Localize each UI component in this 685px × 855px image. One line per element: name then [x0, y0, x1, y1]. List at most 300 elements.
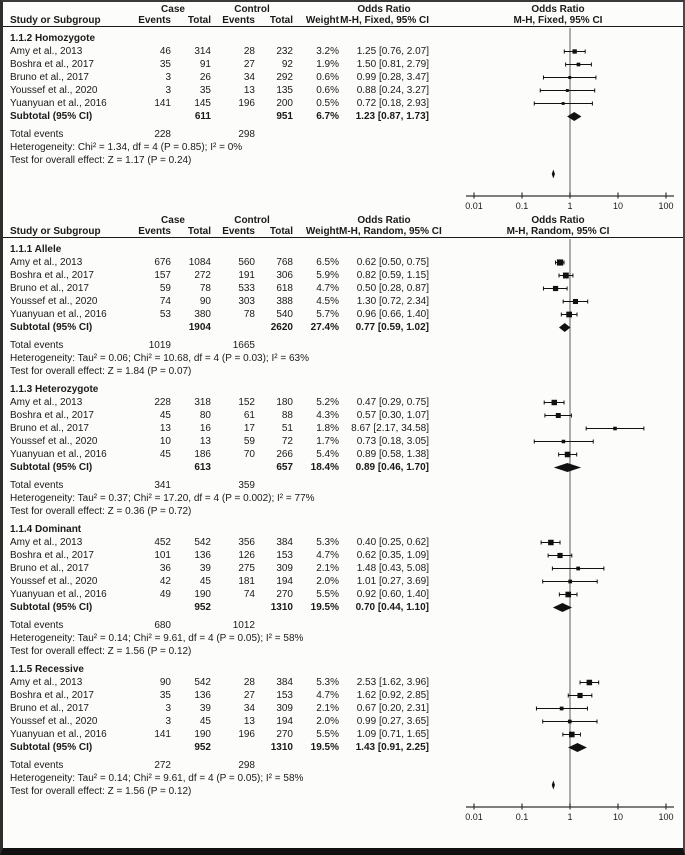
- subtotal-weight: 18.4%: [310, 462, 339, 473]
- control-total-value: 270: [276, 729, 293, 740]
- weight-value: 1.8%: [316, 423, 339, 434]
- case-events-value: 3: [165, 85, 171, 96]
- subtotal-spacer: [135, 321, 171, 334]
- case-events-value: 45: [159, 410, 171, 421]
- subtotal-spacer: [135, 461, 171, 474]
- case-events-value: 141: [154, 729, 171, 740]
- overall-effect-row: Test for overall effect: Z = 1.84 (P = 0.07): [10, 366, 192, 377]
- weight-value: 2.0%: [316, 576, 339, 587]
- te-spacer: [171, 128, 211, 141]
- effect-estimate-label: M-H, Random, 95% CI: [339, 226, 442, 237]
- study-name: Bruno et al., 2017: [10, 283, 89, 294]
- subtotal-control-total: 657: [276, 462, 293, 473]
- study-row: [3, 728, 683, 741]
- subtotal-weight: 19.5%: [310, 742, 339, 753]
- case-events-label: Events: [138, 226, 171, 237]
- axis-gap: [3, 167, 683, 187]
- case-events-label: Events: [138, 15, 171, 26]
- weight-value: 4.7%: [316, 550, 339, 561]
- study-name: Amy et al., 2013: [10, 46, 83, 57]
- fixed-effect-panel: [3, 2, 683, 213]
- case-total-value: 35: [199, 85, 211, 96]
- control-total-value: 384: [276, 677, 293, 688]
- control-events-value: 13: [243, 716, 255, 727]
- case-events-value: 42: [159, 576, 171, 587]
- subgroup-title-text: 1.1.2 Homozygote: [10, 33, 96, 44]
- study-name: Bruno et al., 2017: [10, 563, 89, 574]
- subtotal-label: Subtotal (95% CI): [10, 742, 93, 753]
- case-events-value: 676: [154, 257, 171, 268]
- control-events-value: 560: [238, 257, 255, 268]
- control-total-value: 180: [276, 397, 293, 408]
- subtotal-case-total: 611: [194, 111, 211, 122]
- control-group-label: Control: [234, 4, 270, 15]
- case-total-value: 39: [199, 563, 211, 574]
- total-events-case: 1019: [148, 340, 171, 351]
- subgroup-section: [3, 663, 683, 798]
- case-total-value: 90: [199, 296, 211, 307]
- control-total-value: 309: [276, 703, 293, 714]
- study-row: [3, 448, 683, 461]
- ci-text-value: 0.82 [0.59, 1.15]: [356, 270, 429, 281]
- control-events-value: 59: [243, 436, 255, 447]
- axis-area: [3, 187, 683, 213]
- total-events-label: Total events: [10, 480, 64, 491]
- weight-value: 4.7%: [316, 690, 339, 701]
- study-column-label: Study or Subgroup: [10, 226, 101, 237]
- heterogeneity-row: Heterogeneity: Tau² = 0.06; Chi² = 10.68, df = 4 (P = 0.03); I² = 63%: [10, 353, 309, 364]
- total-events-case: 341: [154, 480, 171, 491]
- te-spacer: [171, 759, 211, 772]
- subtotal-case-total: 1904: [188, 322, 211, 333]
- case-events-value: 13: [159, 423, 171, 434]
- case-events-value: 36: [159, 563, 171, 574]
- study-name: Yuanyuan et al., 2016: [10, 98, 107, 109]
- subgroup-title: [3, 243, 683, 256]
- subtotal-weight: 6.7%: [316, 111, 339, 122]
- weight-value: 5.3%: [316, 677, 339, 688]
- subgroup-title: [3, 663, 683, 676]
- axis-tick-label: 0.01: [465, 201, 483, 211]
- study-column-label: Study or Subgroup: [10, 15, 101, 26]
- axis-area: [3, 798, 683, 824]
- ci-text-value: 0.62 [0.35, 1.09]: [356, 550, 429, 561]
- case-total-value: 13: [199, 436, 211, 447]
- case-total-value: 136: [194, 550, 211, 561]
- study-name: Yuanyuan et al., 2016: [10, 309, 107, 320]
- weight-value: 5.7%: [316, 309, 339, 320]
- study-row: [3, 549, 683, 562]
- subtotal-case-total: 613: [194, 462, 211, 473]
- study-row: [3, 71, 683, 84]
- study-name: Bruno et al., 2017: [10, 72, 89, 83]
- control-events-value: 78: [243, 309, 255, 320]
- case-events-value: 452: [154, 537, 171, 548]
- subgroup-title: [3, 383, 683, 396]
- control-events-label: Events: [222, 15, 255, 26]
- total-events-row: [3, 759, 683, 772]
- case-events-value: 46: [159, 46, 171, 57]
- study-row: [3, 562, 683, 575]
- subtotal-label: Subtotal (95% CI): [10, 322, 93, 333]
- case-events-value: 3: [165, 703, 171, 714]
- subtotal-ci-text: 1.43 [0.91, 2.25]: [355, 742, 429, 753]
- control-events-value: 152: [238, 397, 255, 408]
- control-total-value: 266: [276, 449, 293, 460]
- study-row: [3, 536, 683, 549]
- study-name: Yuanyuan et al., 2016: [10, 729, 107, 740]
- subtotal-spacer: [211, 741, 255, 754]
- study-row: [3, 396, 683, 409]
- study-row: [3, 97, 683, 110]
- subtotal-weight: 19.5%: [310, 602, 339, 613]
- weight-value: 5.3%: [316, 537, 339, 548]
- control-events-label: Events: [222, 226, 255, 237]
- total-events-row: [3, 619, 683, 632]
- study-name: Youssef et al., 2020: [10, 85, 98, 96]
- ci-text-value: 0.72 [0.18, 2.93]: [356, 98, 429, 109]
- study-name: Yuanyuan et al., 2016: [10, 449, 107, 460]
- subtotal-label: Subtotal (95% CI): [10, 462, 93, 473]
- case-total-value: 314: [194, 46, 211, 57]
- case-total-value: 80: [199, 410, 211, 421]
- study-name: Amy et al., 2013: [10, 257, 83, 268]
- weight-value: 3.2%: [316, 46, 339, 57]
- subtotal-row: [3, 321, 683, 334]
- case-total-value: 272: [194, 270, 211, 281]
- case-total-value: 45: [199, 576, 211, 587]
- ci-text-value: 1.25 [0.76, 2.07]: [356, 46, 429, 57]
- control-total-label: Total: [269, 15, 293, 26]
- total-events-control: 1665: [232, 340, 255, 351]
- weight-value: 0.6%: [316, 85, 339, 96]
- subgroup-title-text: 1.1.5 Recessive: [10, 664, 84, 675]
- control-events-value: 126: [238, 550, 255, 561]
- study-name: Youssef et al., 2020: [10, 436, 98, 447]
- case-events-value: 10: [159, 436, 171, 447]
- weight-value: 1.9%: [316, 59, 339, 70]
- total-events-label: Total events: [10, 340, 64, 351]
- study-row: [3, 409, 683, 422]
- ci-text-value: 1.48 [0.43, 5.08]: [356, 563, 429, 574]
- weight-value: 5.5%: [316, 589, 339, 600]
- heterogeneity-row: Heterogeneity: Tau² = 0.14; Chi² = 9.61, df = 4 (P = 0.05); I² = 58%: [10, 773, 304, 784]
- control-events-value: 27: [243, 59, 255, 70]
- effect-estimate-plot-label: M-H, Random, 95% CI: [506, 226, 610, 237]
- study-name: Youssef et al., 2020: [10, 296, 98, 307]
- subtotal-ci-text: 0.77 [0.59, 1.02]: [355, 322, 429, 333]
- case-events-value: 35: [159, 690, 171, 701]
- case-total-value: 318: [194, 397, 211, 408]
- ci-text-value: 0.47 [0.29, 0.75]: [356, 397, 429, 408]
- control-events-value: 17: [243, 423, 255, 434]
- case-events-value: 59: [159, 283, 171, 294]
- study-row: [3, 689, 683, 702]
- weight-value: 2.0%: [316, 716, 339, 727]
- subtotal-row: [3, 741, 683, 754]
- control-events-value: 196: [238, 729, 255, 740]
- header-column-row: [3, 15, 683, 26]
- case-events-value: 45: [159, 449, 171, 460]
- subtotal-spacer: [211, 110, 255, 123]
- case-group-label: Case: [161, 4, 185, 15]
- ci-text-value: 0.99 [0.27, 3.65]: [356, 716, 429, 727]
- effect-estimate-plot-label: M-H, Fixed, 95% CI: [513, 15, 603, 26]
- study-row: [3, 575, 683, 588]
- case-total-value: 1084: [188, 257, 211, 268]
- subtotal-spacer: [211, 461, 255, 474]
- case-total-value: 91: [199, 59, 211, 70]
- table-header: [3, 2, 683, 27]
- study-row: [3, 588, 683, 601]
- ci-text-value: 0.96 [0.66, 1.40]: [356, 309, 429, 320]
- subtotal-label: Subtotal (95% CI): [10, 602, 93, 613]
- case-total-value: 26: [199, 72, 211, 83]
- case-group-label: Case: [161, 215, 185, 226]
- control-events-value: 13: [243, 85, 255, 96]
- total-events-control: 1012: [232, 620, 255, 631]
- control-events-value: 356: [238, 537, 255, 548]
- control-total-value: 194: [276, 716, 293, 727]
- weight-value: 5.4%: [316, 449, 339, 460]
- ci-text-value: 0.99 [0.28, 3.47]: [356, 72, 429, 83]
- control-total-value: 384: [276, 537, 293, 548]
- weight-value: 0.5%: [316, 98, 339, 109]
- subtotal-spacer: [135, 741, 171, 754]
- header-group-row: [3, 215, 683, 226]
- study-row: [3, 269, 683, 282]
- te-spacer: [171, 479, 211, 492]
- study-row: [3, 45, 683, 58]
- control-group-label: Control: [234, 215, 270, 226]
- study-name: Boshra et al., 2017: [10, 690, 94, 701]
- case-events-value: 35: [159, 59, 171, 70]
- total-events-label: Total events: [10, 129, 64, 140]
- te-spacer: [171, 619, 211, 632]
- control-total-value: 92: [281, 59, 293, 70]
- case-events-value: 49: [159, 589, 171, 600]
- subtotal-spacer: [135, 601, 171, 614]
- ci-text-value: 2.53 [1.62, 3.96]: [356, 677, 429, 688]
- ci-text-value: 1.50 [0.81, 2.79]: [356, 59, 429, 70]
- total-events-row: [3, 339, 683, 352]
- subtotal-row: [3, 110, 683, 123]
- subtotal-case-total: 952: [194, 742, 211, 753]
- control-total-label: Total: [269, 226, 293, 237]
- control-events-value: 181: [238, 576, 255, 587]
- study-name: Youssef et al., 2020: [10, 716, 98, 727]
- effect-estimate-label: M-H, Fixed, 95% CI: [340, 15, 429, 26]
- control-events-value: 533: [238, 283, 255, 294]
- control-total-value: 306: [276, 270, 293, 281]
- subgroup-section: [3, 243, 683, 378]
- subtotal-control-total: 1310: [270, 742, 293, 753]
- weight-value: 0.6%: [316, 72, 339, 83]
- study-name: Bruno et al., 2017: [10, 423, 89, 434]
- case-total-value: 16: [199, 423, 211, 434]
- ci-text-value: 1.09 [0.71, 1.65]: [356, 729, 429, 740]
- ci-text-value: 1.30 [0.72, 2.34]: [356, 296, 429, 307]
- control-events-value: 61: [243, 410, 255, 421]
- control-total-value: 88: [281, 410, 293, 421]
- control-events-value: 34: [243, 72, 255, 83]
- case-events-value: 90: [159, 677, 171, 688]
- study-name: Yuanyuan et al., 2016: [10, 589, 107, 600]
- control-events-value: 74: [243, 589, 255, 600]
- weight-label: Weight: [305, 15, 339, 26]
- case-total-value: 380: [194, 309, 211, 320]
- weight-value: 4.7%: [316, 283, 339, 294]
- weight-value: 6.5%: [316, 257, 339, 268]
- control-events-value: 28: [243, 46, 255, 57]
- axis-tick-label: 10: [612, 201, 624, 211]
- weight-value: 1.7%: [316, 436, 339, 447]
- subtotal-spacer: [135, 110, 171, 123]
- subtotal-row: [3, 461, 683, 474]
- subgroup-title-text: 1.1.1 Allele: [10, 244, 62, 255]
- total-events-control: 298: [238, 129, 255, 140]
- control-total-value: 200: [276, 98, 293, 109]
- control-total-value: 135: [276, 85, 293, 96]
- control-events-value: 275: [238, 563, 255, 574]
- subtotal-control-total: 2620: [270, 322, 293, 333]
- axis-tick-label: 0.1: [515, 201, 529, 211]
- subtotal-control-total: 1310: [270, 602, 293, 613]
- subtotal-weight: 27.4%: [310, 322, 339, 333]
- control-total-value: 270: [276, 589, 293, 600]
- control-events-value: 303: [238, 296, 255, 307]
- total-events-case: 272: [154, 760, 171, 771]
- subgroup-section: [3, 32, 683, 167]
- study-name: Boshra et al., 2017: [10, 410, 94, 421]
- case-total-value: 45: [199, 716, 211, 727]
- subgroup-section: [3, 383, 683, 518]
- weight-value: 2.1%: [316, 703, 339, 714]
- weight-value: 5.2%: [316, 397, 339, 408]
- overall-effect-row: Test for overall effect: Z = 1.56 (P = 0.12): [10, 786, 192, 797]
- ci-text-value: 0.40 [0.25, 0.62]: [356, 537, 429, 548]
- control-events-value: 196: [238, 98, 255, 109]
- case-total-value: 190: [194, 589, 211, 600]
- study-row: [3, 422, 683, 435]
- total-events-case: 680: [154, 620, 171, 631]
- total-events-control: 298: [238, 760, 255, 771]
- subgroup-title: [3, 32, 683, 45]
- subgroup-section: [3, 523, 683, 658]
- case-events-value: 53: [159, 309, 171, 320]
- control-total-value: 194: [276, 576, 293, 587]
- total-events-label: Total events: [10, 620, 64, 631]
- axis-tick-label: 1: [567, 201, 573, 211]
- study-name: Bruno et al., 2017: [10, 703, 89, 714]
- subtotal-ci-text: 1.23 [0.87, 1.73]: [355, 111, 429, 122]
- study-name: Youssef et al., 2020: [10, 576, 98, 587]
- control-total-value: 232: [276, 46, 293, 57]
- axis-tick-label: 10: [612, 812, 624, 822]
- weight-value: 2.1%: [316, 563, 339, 574]
- case-events-value: 141: [154, 98, 171, 109]
- subtotal-spacer: [211, 601, 255, 614]
- case-total-value: 542: [194, 677, 211, 688]
- heterogeneity-row: Heterogeneity: Tau² = 0.37; Chi² = 17.20, df = 4 (P = 0.002); I² = 77%: [10, 493, 315, 504]
- control-total-value: 153: [276, 690, 293, 701]
- case-events-value: 74: [159, 296, 171, 307]
- control-total-value: 309: [276, 563, 293, 574]
- case-events-value: 3: [165, 72, 171, 83]
- study-name: Boshra et al., 2017: [10, 270, 94, 281]
- odds-ratio-column-label: Odds Ratio: [357, 215, 411, 226]
- heterogeneity-row: Heterogeneity: Tau² = 0.14; Chi² = 9.61, df = 4 (P = 0.05); I² = 58%: [10, 633, 304, 644]
- total-events-row: [3, 128, 683, 141]
- control-events-value: 28: [243, 677, 255, 688]
- control-events-value: 70: [243, 449, 255, 460]
- case-total-value: 39: [199, 703, 211, 714]
- ci-text-value: 1.01 [0.27, 3.69]: [356, 576, 429, 587]
- subtotal-spacer: [211, 321, 255, 334]
- study-row: [3, 256, 683, 269]
- control-total-value: 72: [281, 436, 293, 447]
- weight-label: Weight: [305, 226, 339, 237]
- study-row: [3, 308, 683, 321]
- axis-tick-label: 100: [658, 201, 674, 211]
- weight-value: 4.5%: [316, 296, 339, 307]
- control-events-value: 191: [238, 270, 255, 281]
- subgroup-title-text: 1.1.4 Dominant: [10, 524, 82, 535]
- te-spacer: [171, 339, 211, 352]
- overall-effect-row: Test for overall effect: Z = 1.17 (P = 0.24): [10, 155, 192, 166]
- study-row: [3, 715, 683, 728]
- total-events-row: [3, 479, 683, 492]
- control-total-value: 292: [276, 72, 293, 83]
- total-events-label: Total events: [10, 760, 64, 771]
- weight-value: 5.5%: [316, 729, 339, 740]
- study-name: Amy et al., 2013: [10, 537, 83, 548]
- ci-text-value: 0.67 [0.20, 2.31]: [356, 703, 429, 714]
- ci-text-value: 0.89 [0.58, 1.38]: [356, 449, 429, 460]
- subtotal-case-total: 952: [194, 602, 211, 613]
- subtotal-ci-text: 0.89 [0.46, 1.70]: [355, 462, 429, 473]
- random-effects-panel: [3, 213, 683, 824]
- control-total-value: 153: [276, 550, 293, 561]
- case-events-value: 101: [154, 550, 171, 561]
- case-total-label: Total: [187, 226, 211, 237]
- case-total-value: 145: [194, 98, 211, 109]
- study-name: Amy et al., 2013: [10, 677, 83, 688]
- axis-tick-label: 1: [567, 812, 573, 822]
- control-total-value: 618: [276, 283, 293, 294]
- ci-text-value: 0.50 [0.28, 0.87]: [356, 283, 429, 294]
- study-row: [3, 282, 683, 295]
- case-total-value: 542: [194, 537, 211, 548]
- ci-text-value: 0.88 [0.24, 3.27]: [356, 85, 429, 96]
- control-events-value: 27: [243, 690, 255, 701]
- subtotal-row: [3, 601, 683, 614]
- control-total-value: 768: [276, 257, 293, 268]
- overall-effect-row: Test for overall effect: Z = 0.36 (P = 0.72): [10, 506, 192, 517]
- header-group-row: [3, 4, 683, 15]
- axis-tick-label: 0.01: [465, 812, 483, 822]
- study-row: [3, 58, 683, 71]
- case-total-value: 78: [199, 283, 211, 294]
- subtotal-label: Subtotal (95% CI): [10, 111, 93, 122]
- odds-ratio-plot-label: Odds Ratio: [531, 215, 585, 226]
- case-events-value: 157: [154, 270, 171, 281]
- study-row: [3, 84, 683, 97]
- case-total-value: 136: [194, 690, 211, 701]
- weight-value: 4.3%: [316, 410, 339, 421]
- subtotal-control-total: 951: [276, 111, 293, 122]
- study-name: Boshra et al., 2017: [10, 59, 94, 70]
